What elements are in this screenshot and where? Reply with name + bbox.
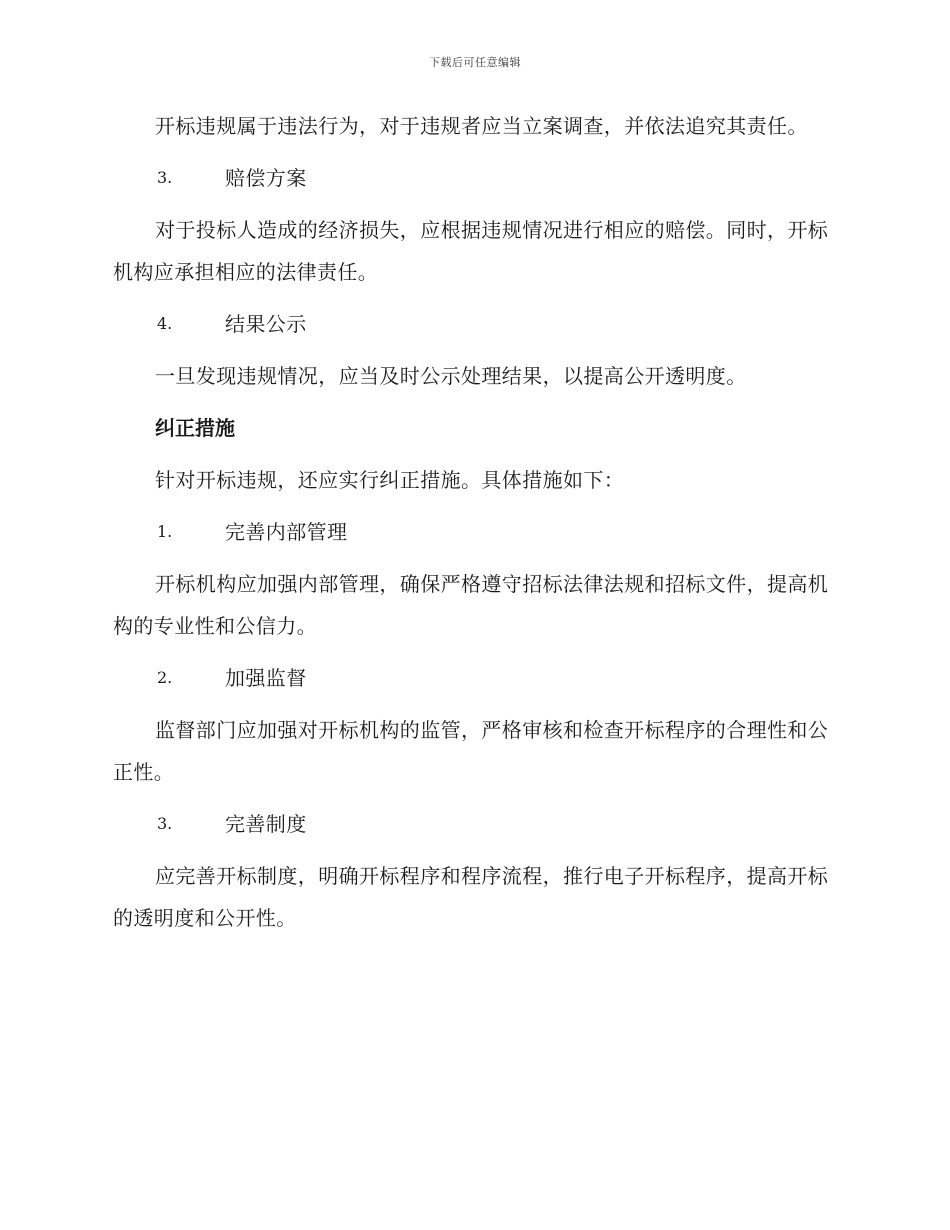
list-number: 4. — [157, 314, 173, 333]
page-header: 下载后可任意编辑 — [429, 56, 521, 69]
list-item-result-publicity — [113, 303, 833, 345]
paragraph-compensation: 对于投标人造成的经济损失，应根据违规情况进行相应的赔偿。同时，开标机构应承担相应的法律责任。 — [113, 218, 829, 284]
list-title: 赔偿方案 — [225, 166, 307, 190]
list-item-system-improvement — [113, 803, 833, 845]
list-item-internal-management — [113, 511, 833, 553]
list-number: 3. — [157, 168, 173, 187]
paragraph-violation-liability: 开标违规属于违法行为，对于违规者应当立案调查，并依法追究其责任。 — [155, 114, 808, 138]
paragraph-system-improvement: 应完善开标制度，明确开标程序和程序流程，推行电子开标程序，提高开标的透明度和公开性。 — [113, 864, 829, 930]
paragraph-corrective-intro: 针对开标违规，还应实行纠正措施。具体措施如下： — [155, 468, 625, 492]
section-heading-corrective-measures: 纠正措施 — [155, 416, 235, 440]
list-title: 加强监督 — [225, 666, 307, 690]
paragraph-internal-management: 开标机构应加强内部管理，确保严格遵守招标法律法规和招标文件，提高机构的专业性和公信力。 — [113, 572, 829, 638]
list-number: 1. — [157, 522, 173, 541]
list-title: 完善制度 — [225, 812, 307, 836]
list-item-supervision — [113, 657, 833, 699]
list-item-compensation — [113, 157, 833, 199]
list-number: 3. — [157, 814, 173, 833]
list-title: 结果公示 — [225, 312, 307, 336]
paragraph-supervision: 监督部门应加强对开标机构的监管，严格审核和检查开标程序的合理性和公正性。 — [113, 718, 829, 784]
list-number: 2. — [157, 668, 173, 687]
document-body — [113, 105, 833, 949]
paragraph-result-publicity: 一旦发现违规情况，应当及时公示处理结果，以提高公开透明度。 — [155, 364, 747, 388]
list-title: 完善内部管理 — [225, 520, 348, 544]
